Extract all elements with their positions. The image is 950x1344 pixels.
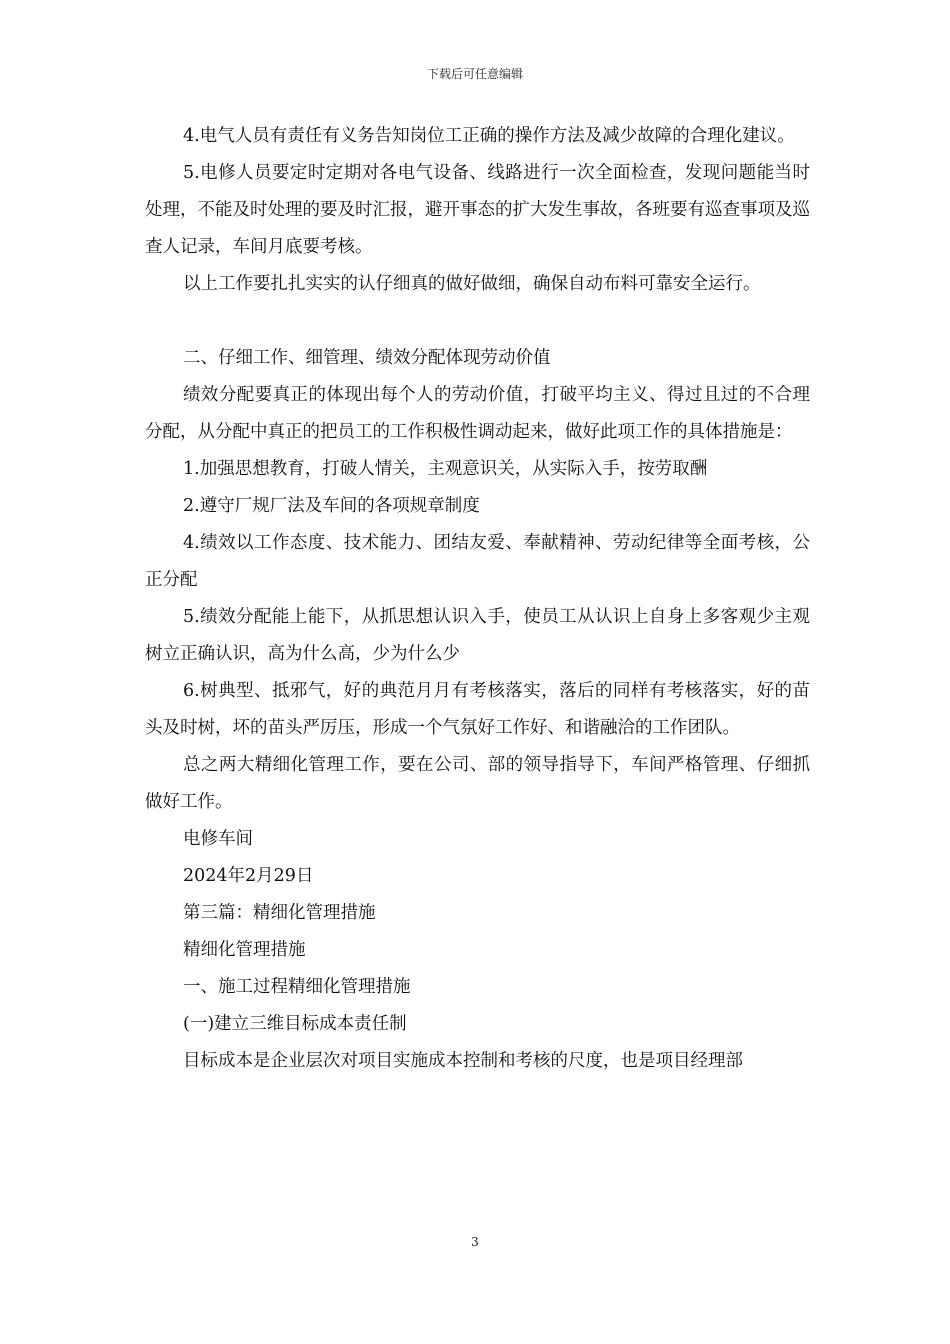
paragraph: 以上工作要扎扎实实的认仔细真的做好做细，确保自动布料可靠安全运行。	[183, 274, 761, 294]
blank-line	[145, 303, 810, 340]
list-item: 4.绩效以工作态度、技术能力、团结友爱、奉献精神、劳动纪律等全面考核，公正分配	[145, 533, 810, 590]
paragraph: 目标成本是企业层次对项目实施成本控制和考核的尺度，也是项目经理部	[183, 1051, 743, 1071]
page-number: 3	[471, 1235, 479, 1249]
section-heading: 二、仔细工作、细管理、绩效分配体现劳动价值	[183, 348, 551, 368]
subsection-heading: (一)建立三维目标成本责任制	[183, 1014, 407, 1034]
list-item: 2.遵守厂规厂法及车间的各项规章制度	[183, 496, 480, 516]
section-title: 精细化管理措施	[183, 940, 306, 960]
signature-date: 2024年2月29日	[183, 866, 314, 886]
chapter-title: 第三篇：精细化管理措施	[183, 903, 376, 923]
list-item: 6.树典型、抵邪气，好的典范月月有考核落实，落后的同样有考核落实，好的苗头及时树，坏的苗头严厉压，形成一个气氛好工作好、和谐融洽的工作团队。	[145, 681, 810, 738]
paragraph: 绩效分配要真正的体现出每个人的劳动价值，打破平均主义、得过且过的不合理分配，从分配中真正的把员工的工作积极性调动起来，做好此项工作的具体措施是：	[145, 385, 810, 442]
paragraph: 4.电气人员有责任有义务告知岗位工正确的操作方法及减少故障的合理化建议。	[183, 126, 795, 146]
page-header: 下载后可任意编辑	[426, 67, 523, 81]
paragraph: 5.电修人员要定时定期对各电气设备、线路进行一次全面检查，发现问题能当时处理，不能及时处理的要及时汇报，避开事态的扩大发生事故，各班要有巡查事项及巡查人记录，车间月底要考核。	[145, 163, 810, 257]
document-body	[145, 118, 810, 1080]
signature-department: 电修车间	[183, 829, 253, 849]
paragraph: 总之两大精细化管理工作，要在公司、部的领导指导下，车间严格管理、仔细抓做好工作。	[145, 755, 810, 812]
section-heading: 一、施工过程精细化管理措施	[183, 977, 411, 997]
list-item: 1.加强思想教育，打破人情关，主观意识关，从实际入手，按劳取酬	[183, 459, 708, 479]
list-item: 5.绩效分配能上能下，从抓思想认识入手，使员工从认识上自身上多客观少主观树立正确认识，高为什么高，少为什么少	[145, 607, 810, 664]
